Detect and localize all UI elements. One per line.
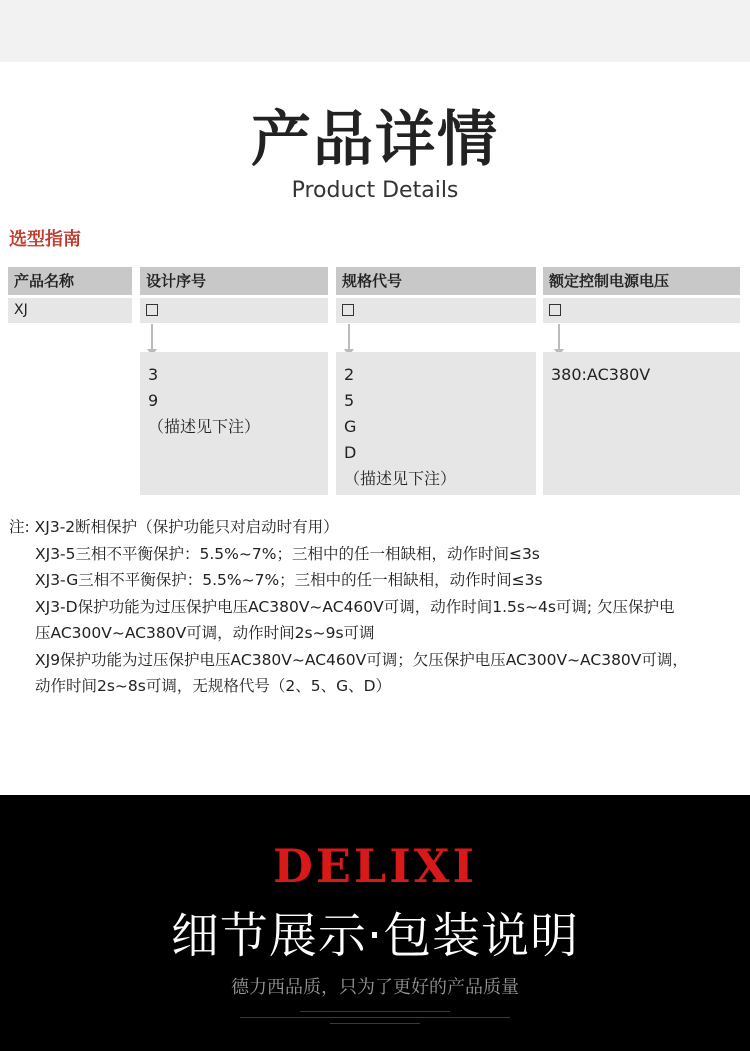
option-note: （描述见下注） (148, 417, 261, 436)
spec-code-options (336, 352, 536, 495)
column-header-design-number: 设计序号 (140, 267, 328, 295)
option-item: D (344, 443, 357, 462)
column-header-rated-voltage: 额定控制电源电压 (543, 267, 740, 295)
decorative-line (330, 1023, 420, 1024)
design-number-cell (140, 298, 328, 323)
section-title: 细节展示·包装说明 (170, 908, 580, 964)
column-header-product-name: 产品名称 (8, 267, 132, 295)
note-line: 动作时间2s~8s可调，无规格代号（2、5、G、D） (35, 677, 392, 695)
decorative-line (240, 1017, 510, 1018)
brand-logo: DELIXI (272, 839, 478, 893)
option-item: G (344, 417, 357, 436)
option-item: 380:AC380V (551, 365, 651, 384)
arrow-down-icon (558, 324, 560, 350)
option-note: （描述见下注） (344, 469, 457, 488)
page-title: 产品详情 (251, 105, 499, 175)
note-line: XJ3-5三相不平衡保护：5.5%~7%；三相中的任一相缺相，动作时间≤3s (35, 544, 540, 563)
option-item: 9 (148, 391, 159, 410)
placeholder-box-icon (342, 304, 354, 316)
arrow-down-icon (348, 324, 350, 350)
selection-guide-heading: 选型指南 (9, 229, 81, 250)
note-line: XJ9保护功能为过压保护电压AC380V~AC460V可调；欠压保护电压AC300V~AC380V可调， (35, 650, 688, 669)
top-band (0, 0, 750, 62)
decorative-line (300, 1011, 450, 1012)
option-item: 2 (344, 365, 355, 384)
arrow-down-icon (151, 324, 153, 350)
note-line: 注: XJ3-2断相保护（保护功能只对启动时有用） (9, 518, 339, 536)
placeholder-box-icon (146, 304, 158, 316)
product-name-cell (8, 298, 132, 323)
spec-code-cell (336, 298, 536, 323)
rated-voltage-options (543, 352, 740, 495)
notes-section (9, 514, 749, 700)
note-line: 压AC300V~AC380V可调，动作时间2s~9s可调 (35, 624, 375, 642)
page-subtitle: Product Details (291, 178, 459, 203)
product-name-value: XJ (14, 302, 28, 318)
placeholder-box-icon (549, 304, 561, 316)
note-line: XJ3-G三相不平衡保护：5.5%~7%；三相中的任一相缺相，动作时间≤3s (35, 571, 543, 589)
option-item: 5 (344, 391, 355, 410)
rated-voltage-cell (543, 298, 740, 323)
column-header-spec-code: 规格代号 (336, 267, 536, 295)
option-item: 3 (148, 365, 159, 384)
note-line: XJ3-D保护功能为过压保护电压AC380V~AC460V可调，动作时间1.5s~4s可调; 欠压保护电 (35, 597, 675, 616)
section-subtitle: 德力西品质，只为了更好的产品质量 (231, 977, 519, 998)
design-number-options (140, 352, 328, 495)
